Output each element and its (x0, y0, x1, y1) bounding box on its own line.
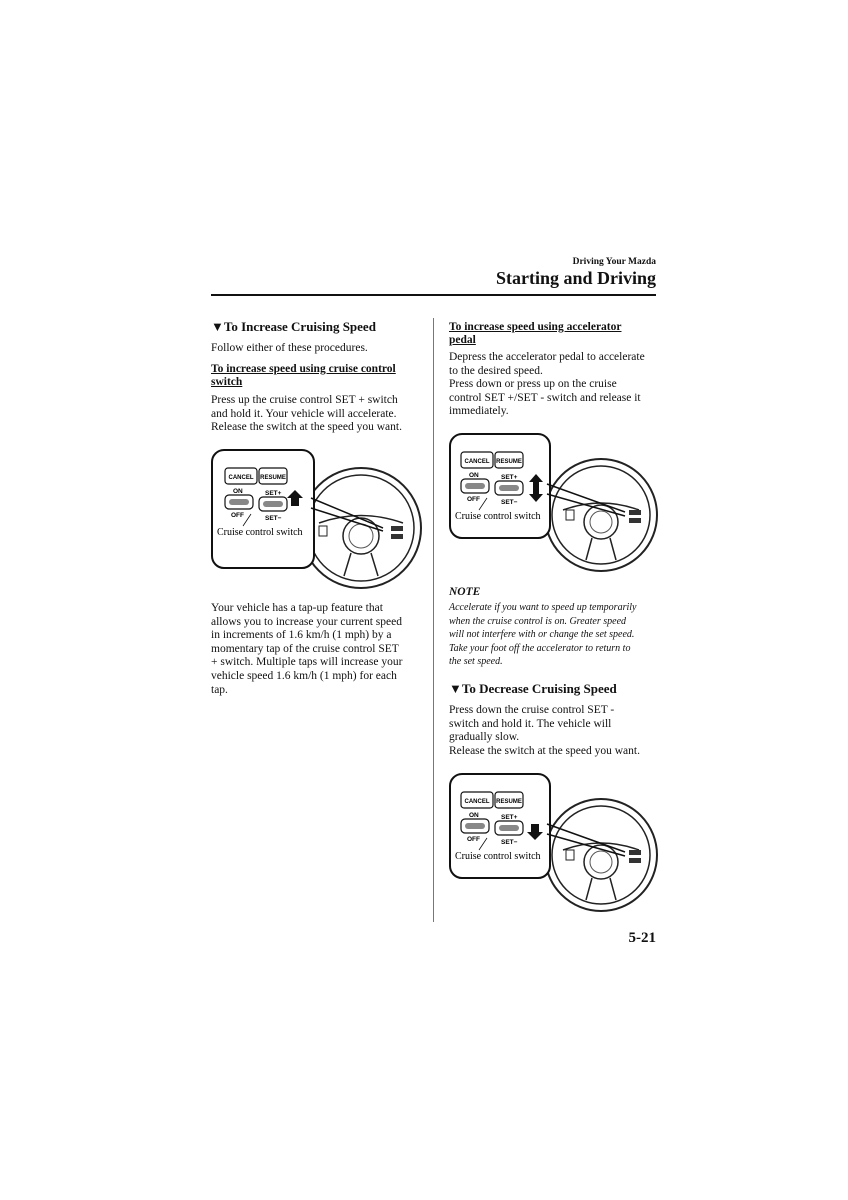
set-minus-label: SET− (501, 839, 518, 846)
paragraph-switch (211, 394, 402, 435)
set-plus-label: SET+ (501, 814, 518, 821)
text-line: and hold it. Your vehicle will accelerate. (211, 407, 397, 420)
text-line: Press down or press up on the cruise (449, 378, 617, 391)
figure-cruise-switch-up (211, 448, 426, 593)
page-number: 5-21 (628, 930, 656, 946)
header-rule (211, 294, 656, 296)
text-line: to the desired speed. (449, 364, 543, 377)
paragraph-decrease (449, 704, 640, 758)
text-line: vehicle speed 1.6 km/h (1 mph) for each (211, 669, 397, 682)
off-label: OFF (467, 836, 480, 843)
off-label: OFF (231, 512, 244, 519)
figure-cruise-switch-down (449, 772, 659, 922)
subheading-line: To increase speed using accelerator (449, 321, 622, 333)
paragraph-tap-up (211, 602, 402, 697)
note-line: will not interfere with or change the set speed. (449, 629, 635, 641)
column-divider (433, 318, 434, 922)
note-line: Accelerate if you want to speed up temporarily (449, 602, 637, 613)
cancel-label: CANCEL (228, 475, 254, 481)
note-line: Take your foot off the accelerator to return to (449, 642, 631, 654)
resume-label: RESUME (496, 459, 522, 465)
heading-decrease-speed: ▼To Decrease Cruising Speed (449, 681, 617, 696)
subheading-line: switch (211, 376, 243, 388)
text-line: momentary tap of the cruise control SET (211, 642, 399, 655)
text-line: immediately. (449, 405, 509, 418)
text-line: gradually slow. (449, 731, 520, 744)
on-label: ON (233, 488, 243, 495)
note-line: when the cruise control is on. Greater speed (449, 615, 627, 627)
intro-text: Follow either of these procedures. (211, 342, 368, 354)
text-line: Depress the accelerator pedal to accelerate (449, 351, 645, 363)
cruise-switch-illustration (449, 432, 659, 582)
text-line: allows you to increase your current speed (211, 615, 402, 628)
cruise-switch-illustration (211, 448, 426, 593)
figure-caption: Cruise control switch (455, 511, 541, 522)
text-line: Release the switch at the speed you want. (211, 421, 402, 434)
figure-caption: Cruise control switch (455, 851, 541, 862)
subheading-line: pedal (449, 334, 476, 346)
text-line: in increments of 1.6 km/h (1 mph) by a (211, 629, 392, 642)
text-line: Press down the cruise control SET - (449, 704, 615, 716)
note-line: the set speed. (449, 656, 503, 668)
note-text (449, 601, 636, 669)
text-line: tap. (211, 683, 228, 696)
subheading-switch (211, 363, 396, 389)
section-label: Driving Your Mazda (572, 257, 656, 267)
text-line: Release the switch at the speed you want. (449, 744, 640, 757)
text-line: Your vehicle has a tap-up feature that (211, 602, 383, 614)
text-line: + switch. Multiple taps will increase your (211, 656, 403, 669)
subheading-pedal (449, 321, 621, 347)
text-line: Press up the cruise control SET + switch (211, 394, 398, 406)
on-label: ON (469, 472, 479, 479)
on-label: ON (469, 812, 479, 819)
cancel-label: CANCEL (464, 459, 490, 465)
set-minus-label: SET− (501, 499, 518, 506)
subheading-line: To increase speed using cruise control (211, 363, 396, 375)
figure-caption: Cruise control switch (217, 527, 303, 538)
heading-increase-speed: ▼To Increase Cruising Speed (211, 319, 376, 334)
figure-cruise-switch-updown (449, 432, 659, 582)
set-plus-label: SET+ (265, 490, 282, 497)
set-plus-label: SET+ (501, 474, 518, 481)
note-heading: NOTE (449, 586, 481, 598)
section-title: Starting and Driving (495, 268, 656, 288)
resume-label: RESUME (260, 475, 286, 481)
paragraph-pedal (449, 351, 645, 419)
cancel-label: CANCEL (464, 799, 490, 805)
resume-label: RESUME (496, 799, 522, 805)
set-minus-label: SET− (265, 515, 282, 522)
off-label: OFF (467, 496, 480, 503)
text-line: control SET +/SET - switch and release it (449, 391, 641, 404)
cruise-switch-illustration (449, 772, 659, 922)
text-line: switch and hold it. The vehicle will (449, 717, 612, 730)
